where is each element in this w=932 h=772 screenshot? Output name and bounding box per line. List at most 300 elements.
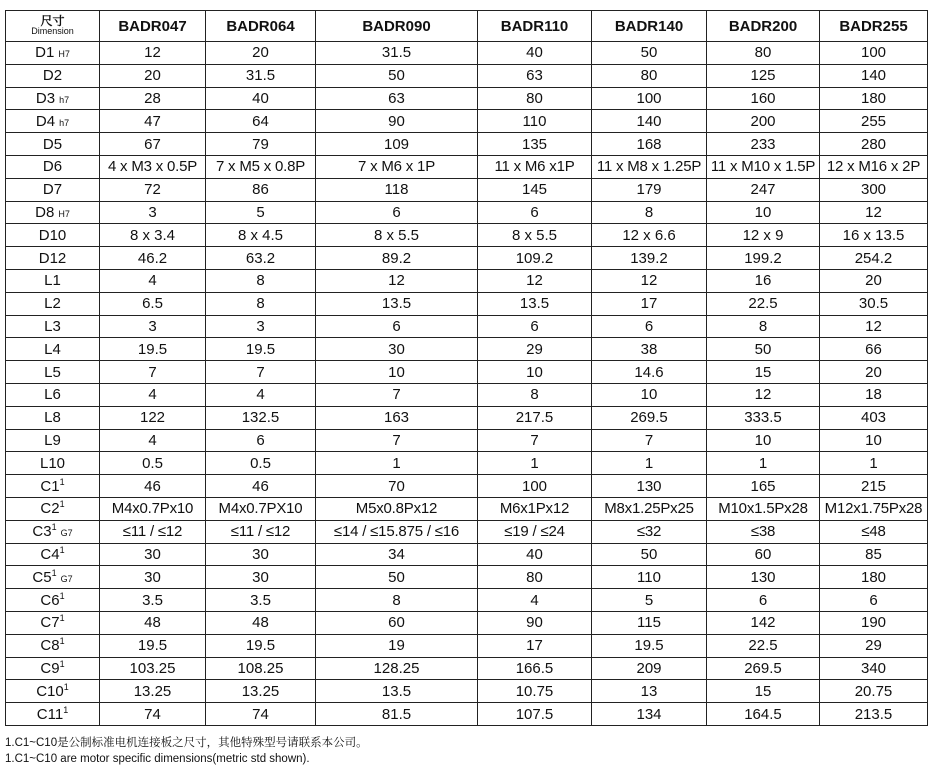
table-row <box>6 383 928 406</box>
value-cell: 3 <box>206 315 316 338</box>
table-row <box>6 543 928 566</box>
dimension-label: D12 <box>38 249 67 267</box>
value-cell: 79 <box>206 133 316 156</box>
table-row <box>6 42 928 65</box>
tolerance-class: h7 <box>59 117 70 128</box>
value-cell: 13.5 <box>316 680 478 703</box>
value-cell: 30.5 <box>820 292 928 315</box>
table-row <box>6 589 928 612</box>
table-body <box>6 42 928 726</box>
value-cell: 3.5 <box>206 589 316 612</box>
table-row <box>6 680 928 703</box>
value-cell: 7 <box>100 361 206 384</box>
value-cell: 200 <box>707 110 820 133</box>
value-cell: 80 <box>592 64 707 87</box>
value-cell: 8 <box>478 383 592 406</box>
value-cell: ≤14 / ≤15.875 / ≤16 <box>316 520 478 543</box>
value-cell: 90 <box>478 611 592 634</box>
value-cell: 8 x 4.5 <box>206 224 316 247</box>
table-row <box>6 475 928 498</box>
footnote-marker: 1 <box>59 613 65 624</box>
dimension-label-cell <box>6 475 100 498</box>
model-header: BADR200 <box>707 11 820 42</box>
value-cell: 15 <box>707 680 820 703</box>
value-cell: 140 <box>820 64 928 87</box>
value-cell: 48 <box>100 611 206 634</box>
table-row <box>6 634 928 657</box>
value-cell: 108.25 <box>206 657 316 680</box>
dimension-label: L8 <box>44 409 61 427</box>
table-row <box>6 452 928 475</box>
value-cell: 1 <box>707 452 820 475</box>
value-cell: 3 <box>100 201 206 224</box>
tolerance-class: H7 <box>58 208 70 219</box>
value-cell: 86 <box>206 178 316 201</box>
value-cell: 81.5 <box>316 703 478 726</box>
dimension-label: L9 <box>44 431 61 449</box>
value-cell: 163 <box>316 406 478 429</box>
value-cell: 20 <box>206 42 316 65</box>
dimension-label: C2 <box>40 500 60 518</box>
value-cell: 7 <box>592 429 707 452</box>
value-cell: 10 <box>820 429 928 452</box>
tolerance-class: h7 <box>59 94 70 105</box>
value-cell: 46 <box>206 475 316 498</box>
value-cell: ≤11 / ≤12 <box>206 520 316 543</box>
value-cell: 6.5 <box>100 292 206 315</box>
dimension-label: C7 <box>40 614 60 632</box>
value-cell: 8 <box>592 201 707 224</box>
dimension-label-cell <box>6 247 100 270</box>
value-cell: 0.5 <box>206 452 316 475</box>
dimension-label-cell <box>6 383 100 406</box>
footnotes <box>5 735 368 767</box>
table-row <box>6 703 928 726</box>
value-cell: 10.75 <box>478 680 592 703</box>
dimension-label: L3 <box>44 317 61 335</box>
value-cell: 6 <box>316 315 478 338</box>
tolerance-class: H7 <box>58 49 70 60</box>
dimension-label-cell <box>6 566 100 589</box>
dimension-header-en: Dimension <box>31 26 74 36</box>
value-cell: 90 <box>316 110 478 133</box>
value-cell: 190 <box>820 611 928 634</box>
value-cell: M5x0.8Px12 <box>316 497 478 520</box>
value-cell: 64 <box>206 110 316 133</box>
value-cell: 269.5 <box>707 657 820 680</box>
value-cell: 60 <box>316 611 478 634</box>
value-cell: 80 <box>707 42 820 65</box>
value-cell: 115 <box>592 611 707 634</box>
dimension-label-cell <box>6 361 100 384</box>
value-cell: 8 x 5.5 <box>478 224 592 247</box>
value-cell: 67 <box>100 133 206 156</box>
value-cell: 4 x M3 x 0.5P <box>100 155 206 178</box>
footnote-marker: 1 <box>51 522 57 533</box>
value-cell: 12 <box>478 269 592 292</box>
value-cell: 130 <box>592 475 707 498</box>
value-cell: 3.5 <box>100 589 206 612</box>
value-cell: 6 <box>592 315 707 338</box>
dimension-label: C5 <box>32 568 52 586</box>
value-cell: 40 <box>206 87 316 110</box>
value-cell: 269.5 <box>592 406 707 429</box>
value-cell: 213.5 <box>820 703 928 726</box>
value-cell: 11 x M10 x 1.5P <box>707 155 820 178</box>
dimension-label-cell <box>6 634 100 657</box>
table-row <box>6 64 928 87</box>
footnote-en: 1.C1~C10 are motor specific dimensions(metric std shown). <box>5 753 310 765</box>
dimension-label: D7 <box>42 181 63 199</box>
value-cell: 13.5 <box>478 292 592 315</box>
value-cell: 46.2 <box>100 247 206 270</box>
value-cell: 70 <box>316 475 478 498</box>
value-cell: 13 <box>592 680 707 703</box>
value-cell: 6 <box>478 201 592 224</box>
value-cell: 11 x M6 x1P <box>478 155 592 178</box>
value-cell: 142 <box>707 611 820 634</box>
value-cell: 13.5 <box>316 292 478 315</box>
value-cell: 13.25 <box>100 680 206 703</box>
dimension-label: L2 <box>44 295 61 313</box>
dimension-label-cell <box>6 110 100 133</box>
value-cell: 17 <box>478 634 592 657</box>
value-cell: 12 <box>316 269 478 292</box>
value-cell: 34 <box>316 543 478 566</box>
value-cell: 31.5 <box>206 64 316 87</box>
value-cell: 160 <box>707 87 820 110</box>
value-cell: 103.25 <box>100 657 206 680</box>
value-cell: 50 <box>592 543 707 566</box>
value-cell: 110 <box>592 566 707 589</box>
table-row <box>6 247 928 270</box>
value-cell: 28 <box>100 87 206 110</box>
value-cell: 333.5 <box>707 406 820 429</box>
dimension-label-cell <box>6 87 100 110</box>
value-cell: M10x1.5Px28 <box>707 497 820 520</box>
value-cell: 233 <box>707 133 820 156</box>
dimension-label-cell <box>6 42 100 65</box>
value-cell: 50 <box>707 338 820 361</box>
dimension-label: D4 <box>35 112 56 130</box>
footnote-marker: 1 <box>59 658 65 669</box>
value-cell: 40 <box>478 42 592 65</box>
value-cell: M4x0.7PX10 <box>206 497 316 520</box>
value-cell: 4 <box>478 589 592 612</box>
value-cell: ≤32 <box>592 520 707 543</box>
value-cell: 128.25 <box>316 657 478 680</box>
dimension-label-cell <box>6 680 100 703</box>
footnote-marker: 1 <box>63 681 69 692</box>
dimension-label-cell <box>6 178 100 201</box>
value-cell: 30 <box>206 566 316 589</box>
value-cell: 1 <box>316 452 478 475</box>
value-cell: 7 x M5 x 0.8P <box>206 155 316 178</box>
value-cell: ≤11 / ≤12 <box>100 520 206 543</box>
value-cell: 109 <box>316 133 478 156</box>
table-row <box>6 87 928 110</box>
dimension-label-cell <box>6 269 100 292</box>
value-cell: 19.5 <box>100 338 206 361</box>
value-cell: 6 <box>707 589 820 612</box>
dimension-label-cell <box>6 201 100 224</box>
dimension-header <box>6 11 100 42</box>
table-row <box>6 338 928 361</box>
value-cell: 14.6 <box>592 361 707 384</box>
dimension-label: D8 <box>35 203 55 221</box>
dimension-label-cell <box>6 224 100 247</box>
value-cell: 12 <box>820 315 928 338</box>
table-row <box>6 178 928 201</box>
value-cell: M12x1.75Px28 <box>820 497 928 520</box>
table-row <box>6 269 928 292</box>
dimension-label: C3 <box>32 523 52 541</box>
value-cell: 89.2 <box>316 247 478 270</box>
value-cell: 132.5 <box>206 406 316 429</box>
dimension-label-cell <box>6 497 100 520</box>
dimension-label: D2 <box>42 67 63 85</box>
dimension-label: L10 <box>39 454 66 472</box>
value-cell: 6 <box>206 429 316 452</box>
value-cell: 30 <box>100 543 206 566</box>
value-cell: 8 <box>316 589 478 612</box>
model-header: BADR110 <box>478 11 592 42</box>
value-cell: 403 <box>820 406 928 429</box>
dimension-label-cell <box>6 406 100 429</box>
value-cell: 217.5 <box>478 406 592 429</box>
value-cell: 3 <box>100 315 206 338</box>
dimension-label-cell <box>6 292 100 315</box>
value-cell: 247 <box>707 178 820 201</box>
dimension-label-cell <box>6 133 100 156</box>
value-cell: 140 <box>592 110 707 133</box>
model-header: BADR047 <box>100 11 206 42</box>
footnote-marker: 1 <box>59 544 65 555</box>
value-cell: 29 <box>820 634 928 657</box>
dimension-label-cell <box>6 611 100 634</box>
value-cell: 72 <box>100 178 206 201</box>
value-cell: 74 <box>100 703 206 726</box>
value-cell: 46 <box>100 475 206 498</box>
value-cell: M4x0.7Px10 <box>100 497 206 520</box>
value-cell: 100 <box>478 475 592 498</box>
dimension-label-cell <box>6 338 100 361</box>
table-row <box>6 224 928 247</box>
value-cell: 50 <box>316 566 478 589</box>
value-cell: 7 <box>316 429 478 452</box>
dimension-label: L5 <box>44 363 61 381</box>
value-cell: 17 <box>592 292 707 315</box>
value-cell: 254.2 <box>820 247 928 270</box>
value-cell: 4 <box>206 383 316 406</box>
value-cell: 20.75 <box>820 680 928 703</box>
table-row <box>6 566 928 589</box>
value-cell: 122 <box>100 406 206 429</box>
dimension-label: C1 <box>40 477 60 495</box>
footnote-marker: 1 <box>59 499 65 510</box>
table-row <box>6 429 928 452</box>
dimension-label-cell <box>6 589 100 612</box>
value-cell: 50 <box>592 42 707 65</box>
value-cell: 0.5 <box>100 452 206 475</box>
model-header: BADR064 <box>206 11 316 42</box>
value-cell: 19.5 <box>592 634 707 657</box>
value-cell: 280 <box>820 133 928 156</box>
value-cell: 100 <box>820 42 928 65</box>
value-cell: 10 <box>592 383 707 406</box>
dimension-label-cell <box>6 155 100 178</box>
dimension-label: C11 <box>36 705 64 723</box>
value-cell: 1 <box>820 452 928 475</box>
dimension-label-cell <box>6 315 100 338</box>
value-cell: 1 <box>592 452 707 475</box>
header-row <box>6 11 928 42</box>
value-cell: 31.5 <box>316 42 478 65</box>
value-cell: ≤19 / ≤24 <box>478 520 592 543</box>
value-cell: 125 <box>707 64 820 87</box>
dimension-label: D3 <box>35 89 56 107</box>
model-header: BADR255 <box>820 11 928 42</box>
value-cell: 19 <box>316 634 478 657</box>
value-cell: 7 <box>316 383 478 406</box>
value-cell: 12 <box>707 383 820 406</box>
value-cell: 10 <box>316 361 478 384</box>
footnote-marker: 1 <box>59 636 65 647</box>
value-cell: 209 <box>592 657 707 680</box>
dimension-label: C10 <box>36 682 64 700</box>
table-row <box>6 292 928 315</box>
dimension-header-cn: 尺寸 <box>40 14 65 28</box>
table-row <box>6 520 928 543</box>
value-cell: 20 <box>100 64 206 87</box>
value-cell: 12 x 9 <box>707 224 820 247</box>
footnote-cn: 1.C1~C10是公制标准电机连接板之尺寸，其他特殊型号请联系本公司。 <box>5 737 368 749</box>
value-cell: 180 <box>820 87 928 110</box>
tolerance-class: G7 <box>60 528 73 539</box>
value-cell: 8 x 5.5 <box>316 224 478 247</box>
value-cell: 8 <box>206 269 316 292</box>
value-cell: ≤48 <box>820 520 928 543</box>
value-cell: 40 <box>478 543 592 566</box>
dimension-label-cell <box>6 429 100 452</box>
dimension-label-cell <box>6 64 100 87</box>
value-cell: 135 <box>478 133 592 156</box>
value-cell: 199.2 <box>707 247 820 270</box>
value-cell: 7 <box>478 429 592 452</box>
value-cell: 29 <box>478 338 592 361</box>
dimension-label: D1 <box>35 44 55 62</box>
value-cell: 166.5 <box>478 657 592 680</box>
dimension-label: D10 <box>38 226 67 244</box>
value-cell: 22.5 <box>707 634 820 657</box>
value-cell: 110 <box>478 110 592 133</box>
value-cell: 18 <box>820 383 928 406</box>
value-cell: 139.2 <box>592 247 707 270</box>
value-cell: 63 <box>478 64 592 87</box>
value-cell: 168 <box>592 133 707 156</box>
dimension-label: D5 <box>42 135 63 153</box>
dimension-label: C4 <box>40 545 60 563</box>
footnote-marker: 1 <box>63 704 69 715</box>
value-cell: 50 <box>316 64 478 87</box>
dimension-label: C9 <box>40 659 60 677</box>
value-cell: 340 <box>820 657 928 680</box>
value-cell: 5 <box>592 589 707 612</box>
dimension-label: C8 <box>40 637 60 655</box>
value-cell: 15 <box>707 361 820 384</box>
footnote-marker: 1 <box>51 567 57 578</box>
value-cell: 30 <box>100 566 206 589</box>
value-cell: 80 <box>478 87 592 110</box>
value-cell: 118 <box>316 178 478 201</box>
value-cell: 16 x 13.5 <box>820 224 928 247</box>
value-cell: 63.2 <box>206 247 316 270</box>
value-cell: 107.5 <box>478 703 592 726</box>
value-cell: 12 <box>592 269 707 292</box>
value-cell: 30 <box>206 543 316 566</box>
value-cell: 8 x 3.4 <box>100 224 206 247</box>
table-row <box>6 110 928 133</box>
value-cell: 66 <box>820 338 928 361</box>
value-cell: 4 <box>100 383 206 406</box>
value-cell: 12 <box>100 42 206 65</box>
value-cell: 10 <box>478 361 592 384</box>
value-cell: ≤38 <box>707 520 820 543</box>
model-header: BADR140 <box>592 11 707 42</box>
table-row <box>6 497 928 520</box>
value-cell: 1 <box>478 452 592 475</box>
value-cell: 19.5 <box>206 634 316 657</box>
value-cell: 165 <box>707 475 820 498</box>
value-cell: 13.25 <box>206 680 316 703</box>
value-cell: 12 x 6.6 <box>592 224 707 247</box>
footnote-marker: 1 <box>59 590 65 601</box>
value-cell: 7 <box>206 361 316 384</box>
dimension-label-cell <box>6 452 100 475</box>
value-cell: M8x1.25Px25 <box>592 497 707 520</box>
value-cell: 8 <box>206 292 316 315</box>
dimension-label: C6 <box>40 591 60 609</box>
value-cell: 300 <box>820 178 928 201</box>
value-cell: 6 <box>820 589 928 612</box>
value-cell: 134 <box>592 703 707 726</box>
value-cell: 60 <box>707 543 820 566</box>
value-cell: 12 x M16 x 2P <box>820 155 928 178</box>
table-row <box>6 361 928 384</box>
value-cell: 100 <box>592 87 707 110</box>
value-cell: 38 <box>592 338 707 361</box>
table-row <box>6 155 928 178</box>
table-row <box>6 315 928 338</box>
value-cell: 74 <box>206 703 316 726</box>
value-cell: 63 <box>316 87 478 110</box>
model-header: BADR090 <box>316 11 478 42</box>
dimension-label: L4 <box>44 340 61 358</box>
value-cell: 16 <box>707 269 820 292</box>
value-cell: 80 <box>478 566 592 589</box>
dimension-label: L1 <box>44 272 61 290</box>
value-cell: 22.5 <box>707 292 820 315</box>
dimension-label-cell <box>6 657 100 680</box>
value-cell: M6x1Px12 <box>478 497 592 520</box>
value-cell: 85 <box>820 543 928 566</box>
value-cell: 4 <box>100 429 206 452</box>
dimension-label-cell <box>6 703 100 726</box>
table-row <box>6 201 928 224</box>
table-row <box>6 657 928 680</box>
value-cell: 145 <box>478 178 592 201</box>
value-cell: 19.5 <box>206 338 316 361</box>
